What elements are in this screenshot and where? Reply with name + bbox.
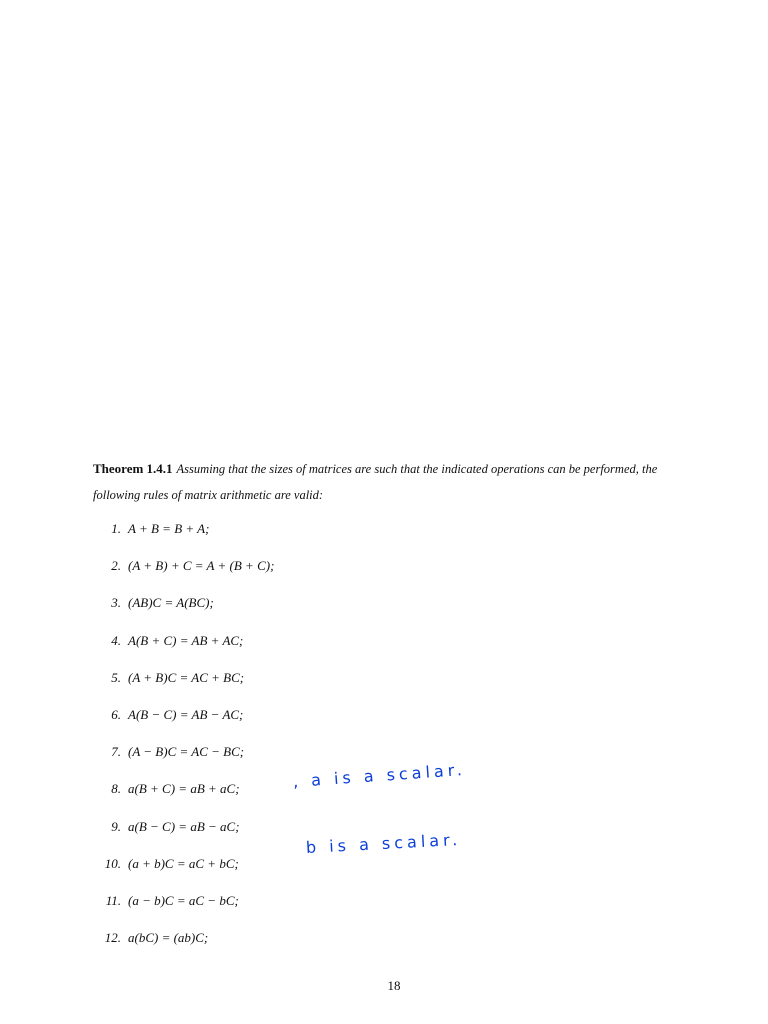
theorem-block [93,456,705,508]
rule-expression: a(B − C) = aB − aC; [128,818,240,834]
rule-number: 9. [111,818,121,834]
rule-number: 4. [111,632,121,648]
rule-number: 11. [105,892,121,908]
list-item [93,632,493,669]
rule-expression: a(bC) = (ab)C; [128,930,209,946]
page-number: 18 [387,978,401,993]
rule-expression: (A − B)C = AC − BC; [128,744,245,760]
rule-number: 6. [111,706,121,722]
list-item [93,594,493,631]
list-item [93,706,493,743]
rule-number: 8. [111,781,121,797]
rule-number: 1. [111,521,121,536]
theorem-statement: Assuming that the sizes of matrices are such that the indicated operations can be performed, the following rules of matrix arithmetic are valid: [93,462,658,502]
list-item [93,929,493,966]
rule-number: 2. [111,558,121,574]
list-item [93,520,493,557]
rule-number: 10. [104,855,121,871]
rule-expression: (A + B) + C = A + (B + C); [128,558,275,574]
rule-number: 5. [111,669,121,685]
rule-expression: A + B = B + A; [128,521,210,536]
rule-expression: A(B + C) = AB + AC; [128,632,244,648]
rule-expression: (a − b)C = aC − bC; [128,892,239,908]
list-item [93,669,493,706]
list-item [93,892,493,929]
rule-list [93,520,493,966]
rule-number: 7. [111,744,121,760]
list-item [93,557,493,594]
rule-expression: A(B − C) = AB − AC; [128,706,244,722]
rule-number: 3. [111,595,121,611]
rule-expression: (AB)C = A(BC); [128,595,214,611]
rule-number: 12. [104,930,121,946]
rule-expression: (a + b)C = aC + bC; [128,855,239,871]
theorem-label: Theorem 1.4.1 [93,461,173,476]
handwritten-annotation-rule-10: b is a scalar. [305,829,462,857]
handwritten-annotation-rule-8: , a is a scalar. [292,759,467,791]
rule-expression: (A + B)C = AC + BC; [128,669,245,685]
rule-expression: a(B + C) = aB + aC; [128,781,240,797]
list-item [93,855,493,892]
